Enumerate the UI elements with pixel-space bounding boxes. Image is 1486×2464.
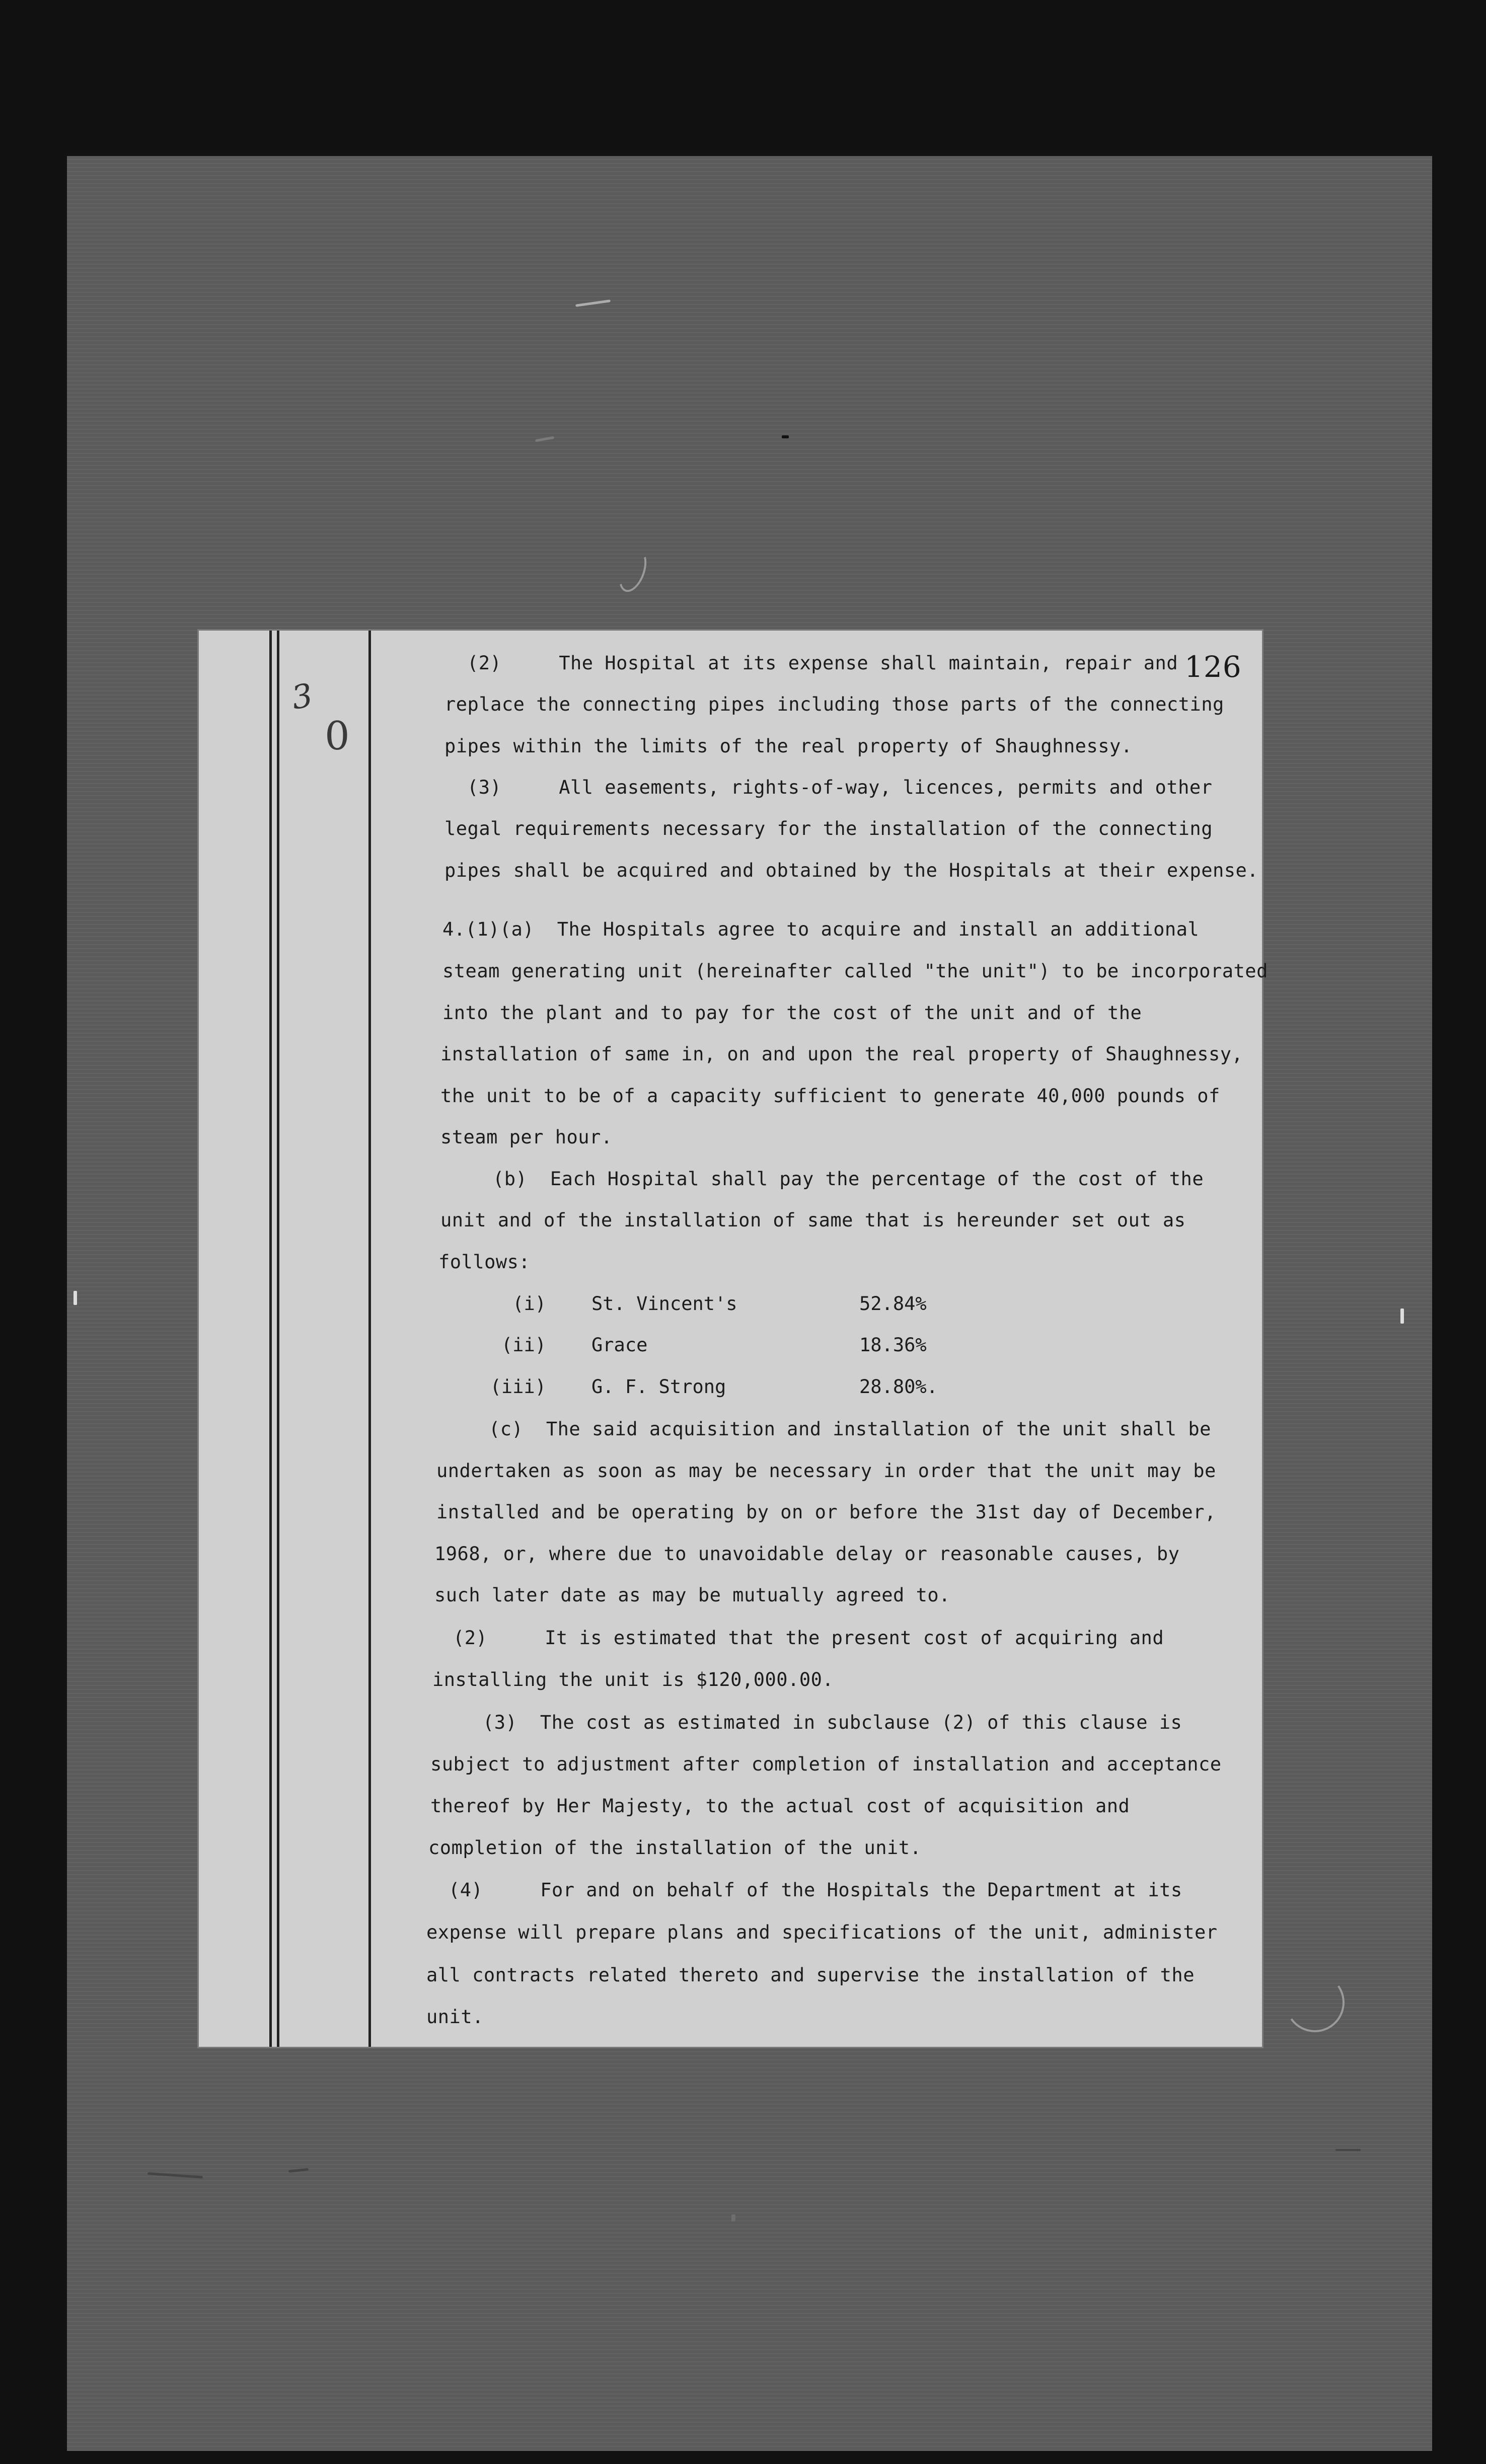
margin-rule [269, 631, 272, 2047]
text-line: the unit to be of a capacity sufficient to generate 40,000 pounds of [440, 1085, 1220, 1107]
text-line: (3) All easements, rights-of-way, licences, permits and other [467, 777, 1213, 798]
film-speck [1335, 2149, 1361, 2151]
text-line: completion of the installation of the unit. [428, 1837, 922, 1859]
typed-document-page [197, 629, 1268, 2048]
percentage: 52.84% [859, 1293, 927, 1315]
text-line: thereof by Her Majesty, to the actual cost of acquisition and [430, 1795, 1130, 1817]
text-line: replace the connecting pipes including those parts of the connecting [444, 694, 1224, 715]
text-line: (b) Each Hospital shall pay the percentage of the cost of the [493, 1168, 1204, 1190]
text-line: follows: [438, 1251, 531, 1273]
film-scratch [288, 2168, 309, 2173]
text-line: legal requirements necessary for the installation of the connecting [444, 818, 1213, 839]
text-line: pipes shall be acquired and obtained by the Hospitals at their expense. [444, 860, 1259, 881]
row-index: (ii) [501, 1334, 546, 1356]
text-line: 1968, or, where due to unavoidable delay or reasonable causes, by [434, 1543, 1180, 1565]
film-scratch [535, 436, 554, 442]
hospital-name: St. Vincent's [591, 1293, 737, 1315]
text-line: such later date as may be mutually agreed to. [434, 1584, 950, 1606]
margin-rule [368, 631, 371, 2047]
text-line: (2) The Hospital at its expense shall maintain, repair and [467, 652, 1178, 674]
row-index: (iii) [490, 1376, 546, 1398]
film-scratch [575, 299, 611, 307]
row-index: (i) [512, 1293, 546, 1315]
text-line: all contracts related thereto and supervise the installation of the [426, 1964, 1195, 1986]
text-line: installing the unit is $120,000.00. [432, 1669, 834, 1690]
paper-curl-mark [1281, 1968, 1350, 2037]
margin-rule [277, 631, 279, 2047]
text-line: (2) It is estimated that the present cost of acquiring and [453, 1627, 1164, 1649]
text-line: pipes within the limits of the real property of Shaughnessy. [444, 735, 1133, 757]
film-speck [73, 1291, 77, 1305]
text-line: expense will prepare plans and specifications of the unit, administer [426, 1921, 1218, 1943]
text-line: 4.(1)(a) The Hospitals agree to acquire and install an additional [442, 918, 1200, 940]
text-line: (4) For and on behalf of the Hospitals the Department at its [449, 1879, 1182, 1901]
text-line: unit and of the installation of same that is hereunder set out as [440, 1209, 1186, 1231]
film-scratch [147, 2172, 203, 2179]
text-line: installation of same in, on and upon the real property of Shaughnessy, [440, 1043, 1243, 1065]
film-speck [1400, 1308, 1404, 1324]
hospital-name: G. F. Strong [591, 1376, 726, 1398]
handwritten-margin-mark: 3 [288, 677, 316, 717]
text-line: (3) The cost as estimated in subclause (2) of this clause is [483, 1712, 1182, 1733]
text-line: undertaken as soon as may be necessary in order that the unit may be [436, 1460, 1216, 1482]
text-line: into the plant and to pay for the cost of the unit and of the [442, 1002, 1142, 1024]
page-number: 126 [1184, 650, 1242, 684]
paper-curl-mark [614, 546, 651, 595]
handwritten-margin-mark: 0 [325, 714, 350, 759]
percentage: 18.36% [859, 1334, 927, 1356]
percentage: 28.80%. [859, 1376, 938, 1398]
text-line: unit. [426, 2006, 484, 2028]
text-line: steam per hour. [440, 1126, 613, 1148]
film-speck [782, 435, 789, 438]
text-line: subject to adjustment after completion of installation and acceptance [430, 1753, 1222, 1775]
text-line: installed and be operating by on or before the 31st day of December, [436, 1501, 1216, 1523]
hospital-name: Grace [591, 1334, 648, 1356]
text-line: steam generating unit (hereinafter called "the unit") to be incorporated [442, 960, 1268, 982]
film-speck [731, 2214, 735, 2221]
text-line: (c) The said acquisition and installation of the unit shall be [489, 1418, 1211, 1440]
